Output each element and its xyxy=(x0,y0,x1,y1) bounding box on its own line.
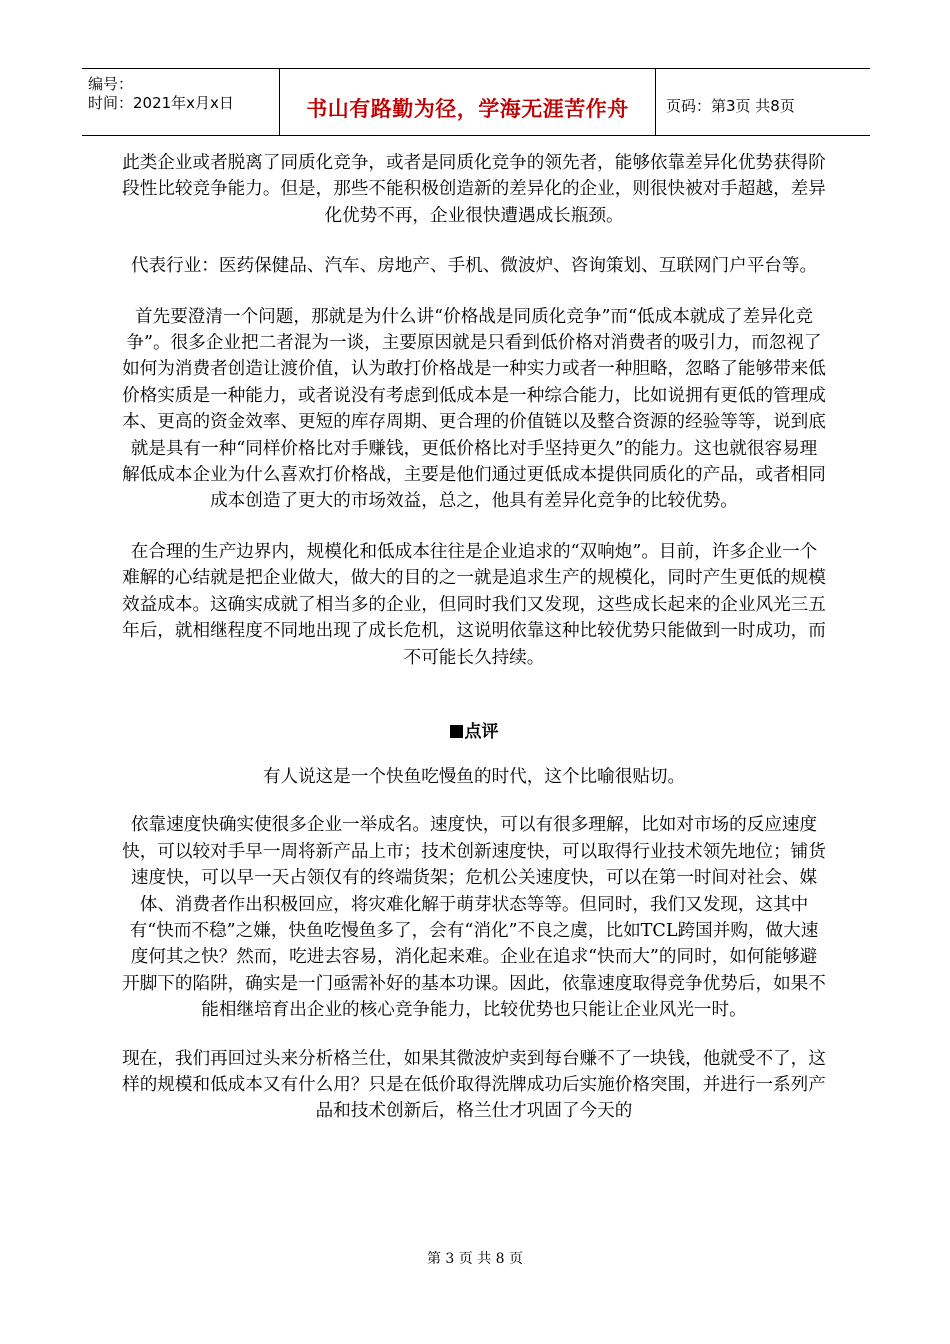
header-motto-cell xyxy=(280,69,656,135)
paragraph: 在合理的生产边界内，规模化和低成本往往是企业追求的“双响炮”。目前，许多企业一个难解的心结就是把企业做大，做大的目的之一就是追求生产的规模化，同时产生更低的规模效益成本。这确实成就了相当多的企业，但同时我们又发现，这些成长起来的企业风光三五年后，就相继程度不同地出现了成长危机，这说明依靠这种比较优势只能做到一时成功，而不可能长久持续。 xyxy=(122,541,826,668)
page-footer: 第 3 页 共 8 页 xyxy=(426,1251,524,1267)
paragraph: 代表行业：医药保健品、汽车、房地产、手机、微波炉、咨询策划、互联网门户平台等。 xyxy=(130,256,818,277)
header-motto: 书山有路勤为径，学海无涯苦作舟 xyxy=(306,97,629,121)
section-heading-text: 点评 xyxy=(464,721,499,742)
header-meta-cell xyxy=(82,69,280,135)
document-body xyxy=(122,150,826,1125)
document-date-label: 时间：2021年x月x日 xyxy=(88,94,234,112)
header-page-cell xyxy=(656,69,870,135)
paragraph: 此类企业或者脱离了同质化竞争，或者是同质化竞争的领先者，能够依靠差异化优势获得阶段性比较竞争能力。但是，那些不能积极创造新的差异化的企业，则很快被对手超越，差异化优势不再，企业很快遭遇成长瓶颈。 xyxy=(122,153,826,226)
paragraph: 依靠速度快确实使很多企业一举成名。速度快，可以有很多理解，比如对市场的反应速度快，可以较对手早一周将新产品上市；技术创新速度快，可以取得行业技术领先地位；铺货速度快，可以早一天占领仅有的终端货架；危机公关速度快，可以在第一时间对社会、媒体、消费者作出积极回应，将灾难化解于萌芽状态等等。但同时，我们又发现，这其中有“快而不稳”之嫌，快鱼吃慢鱼多了，会有“消化”不良之虞，比如TCL跨国并购，做大速度何其之快？然而，吃进去容易，消化起来难。企业在追求“快而大”的同时，如何能够避开脚下的陷阱，确实是一门亟需补好的基本功课。因此，依靠速度取得竞争优势后，如果不能相继培育出企业的核心竞争能力，比较优势也只能让企业风光一时。 xyxy=(122,815,826,1021)
paragraph: 有人说这是一个快鱼吃慢鱼的时代，这个比喻很贴切。 xyxy=(262,766,686,787)
section-heading xyxy=(122,717,826,742)
document-number-label: 编号： xyxy=(88,75,134,93)
black-square-icon xyxy=(450,725,463,738)
page-header xyxy=(82,68,870,136)
header-page-number: 页码：第3页 共8页 xyxy=(666,97,795,115)
paragraph: 首先要澄清一个问题，那就是为什么讲“价格战是同质化竞争”而“低成本就成了差异化竞争”。很多企业把二者混为一谈，主要原因就是只看到低价格对消费者的吸引力，而忽视了如何为消费者创造让渡价值，认为敢打价格战是一种实力或者一种胆略，忽略了能够带来低价格实质是一种能力，或者说没有考虑到低成本是一种综合能力，比如说拥有更低的管理成本、更高的资金效率、更短的库存周期、更合理的价值链以及整合资源的经验等等，说到底就是具有一种“同样价格比对手赚钱，更低价格比对手坚持更久”的能力。这也就很容易理解低成本企业为什么喜欢打价格战，主要是他们通过更低成本提供同质化的产品，或者相同成本创造了更大的市场效益，总之，他具有差异化竞争的比较优势。 xyxy=(122,306,826,512)
paragraph: 现在，我们再回过头来分析格兰仕，如果其微波炉卖到每台赚不了一块钱，他就受不了，这样的规模和低成本又有什么用？只是在低价取得洗牌成功后实施价格突围，并进行一系列产品和技术创新后，格兰仕才巩固了今天的 xyxy=(122,1048,826,1122)
